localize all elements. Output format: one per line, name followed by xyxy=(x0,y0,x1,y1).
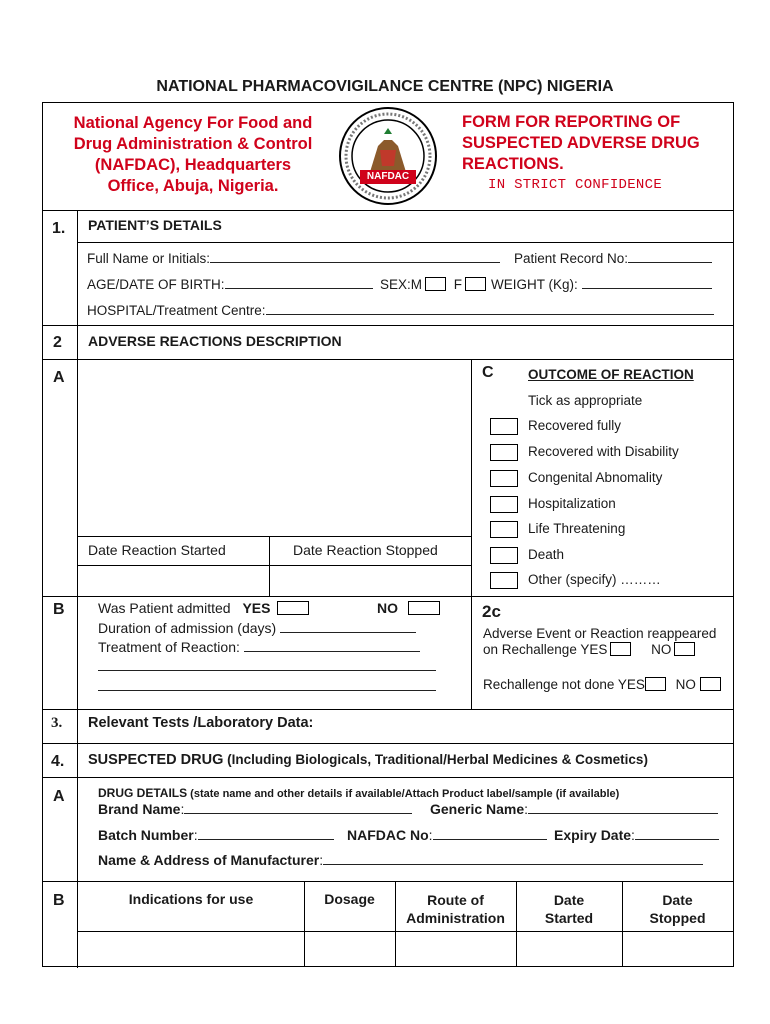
drug-details-heading xyxy=(98,786,619,800)
generic-name-label: Generic Name xyxy=(430,801,525,817)
generic-name-field[interactable]: Generic Name: xyxy=(430,801,718,817)
manufacturer-label: Name & Address of Manufacturer xyxy=(98,852,320,868)
tick-instruction: Tick as appropriate xyxy=(528,393,643,408)
section-2-number: 2 xyxy=(53,334,62,351)
hospital-line[interactable] xyxy=(266,304,714,315)
not-done-no-label: NO xyxy=(675,677,696,692)
section-1-title: PATIENT’S DETAILS xyxy=(88,217,222,233)
divider xyxy=(42,881,734,882)
sex-field xyxy=(380,277,486,292)
section-2a-label: A xyxy=(53,369,65,386)
hospitalization-checkbox[interactable] xyxy=(490,496,518,513)
divider xyxy=(42,709,734,710)
brand-name-field[interactable]: Brand Name: xyxy=(98,801,412,817)
date-stopped-label: Date Reaction Stopped xyxy=(293,542,438,558)
rechallenge-yes-checkbox[interactable] xyxy=(610,642,631,656)
age-field[interactable] xyxy=(87,277,373,292)
nafdac-logo xyxy=(338,106,438,206)
expiry-date-line[interactable] xyxy=(635,829,719,840)
divider xyxy=(42,210,734,211)
recovered-fully-checkbox[interactable] xyxy=(490,418,518,435)
admitted-label: Was Patient admitted xyxy=(98,600,231,616)
sex-f-checkbox[interactable] xyxy=(465,277,486,291)
section-2c-label: 2c xyxy=(482,602,501,621)
not-done-yes-label: Rechallenge not done YES xyxy=(483,677,645,692)
batch-number-line[interactable] xyxy=(198,829,334,840)
frame-bottom xyxy=(42,966,734,967)
column-header-dosage: Dosage xyxy=(324,891,375,907)
frame-left xyxy=(42,102,43,966)
drug-details-label: DRUG DETAILS xyxy=(98,786,188,800)
age-label: AGE/DATE OF BIRTH: xyxy=(87,277,225,292)
agency-name xyxy=(48,113,338,197)
column-header-route: Route of Administration xyxy=(406,892,505,926)
expiry-date-label: Expiry Date xyxy=(554,827,632,843)
manufacturer-field[interactable]: Name & Address of Manufacturer: xyxy=(98,852,703,868)
date-started-cell[interactable] xyxy=(517,932,622,965)
full-name-line[interactable] xyxy=(210,252,500,263)
form-title-line-3: REACTIONS. xyxy=(462,155,564,173)
rechallenge-no-label: NO xyxy=(651,642,672,657)
divider xyxy=(42,325,734,326)
not-done-yes-checkbox[interactable] xyxy=(645,677,666,691)
outcome-label: Recovered fully xyxy=(528,418,622,433)
manufacturer-line[interactable] xyxy=(323,854,703,865)
form-title xyxy=(462,112,700,175)
agency-line-3: (NAFDAC), Headquarters xyxy=(94,156,292,174)
date-started-label: Date Reaction Started xyxy=(88,542,226,558)
duration-line[interactable] xyxy=(280,622,416,633)
treatment-line-2[interactable] xyxy=(98,670,436,671)
frame-right xyxy=(733,102,734,966)
divider xyxy=(471,596,734,597)
section-4-number: 4. xyxy=(51,753,65,770)
indications-cell[interactable] xyxy=(78,932,304,965)
section-4-title-suffix: (Including Biologicals, Traditional/Herbal Medicines & Cosmetics) xyxy=(223,752,648,767)
agency-line-1: National Agency For Food and xyxy=(73,114,313,132)
congenital-checkbox[interactable] xyxy=(490,470,518,487)
not-done-no-checkbox[interactable] xyxy=(700,677,721,691)
drug-details-note: (state name and other details if available/Attach Product label/sample (if available) xyxy=(187,788,620,800)
sex-m-checkbox[interactable] xyxy=(425,277,446,291)
section-4-title-main: SUSPECTED DRUG xyxy=(88,752,224,768)
outcome-label: Death xyxy=(528,547,565,562)
outcome-label: Congenital Abnomality xyxy=(528,470,663,485)
nafdac-no-field[interactable]: NAFDAC No: xyxy=(347,827,547,843)
rechallenge-no-checkbox[interactable] xyxy=(674,642,695,656)
record-no-line[interactable] xyxy=(628,252,712,263)
weight-field[interactable] xyxy=(491,277,712,292)
treatment-line-3[interactable] xyxy=(98,690,436,691)
column-header-indications: Indications for use xyxy=(128,891,254,907)
duration-label: Duration of admission (days) xyxy=(98,620,277,636)
form-title-line-2: SUSPECTED ADVERSE DRUG xyxy=(462,134,700,152)
brand-name-label: Brand Name xyxy=(98,801,181,817)
weight-line[interactable] xyxy=(582,278,712,289)
outcome-title: OUTCOME OF REACTION xyxy=(528,367,694,382)
section-3-title: Relevant Tests /Laboratory Data: xyxy=(88,715,314,731)
nafdac-no-label: NAFDAC No xyxy=(347,827,429,843)
divider xyxy=(42,743,734,744)
batch-number-label: Batch Number xyxy=(98,827,194,843)
age-line[interactable] xyxy=(225,278,373,289)
generic-name-line[interactable] xyxy=(528,803,718,814)
admitted-field xyxy=(98,600,309,616)
divider xyxy=(42,777,734,778)
section-4a-label: A xyxy=(53,788,65,805)
column-header-date-started: Date Started xyxy=(544,892,594,926)
full-name-label: Full Name or Initials: xyxy=(87,251,211,266)
admitted-yes-checkbox[interactable] xyxy=(277,601,309,615)
date-stopped-cell[interactable] xyxy=(623,932,733,965)
outcome-label: Recovered with Disability xyxy=(528,444,679,459)
sex-f-label: F xyxy=(453,277,463,292)
logo-label: NAFDAC xyxy=(360,170,416,184)
column-header-date-stopped: Date Stopped xyxy=(649,892,706,926)
divider xyxy=(77,242,734,243)
batch-number-field[interactable]: Batch Number: xyxy=(98,827,334,843)
death-checkbox[interactable] xyxy=(490,547,518,564)
admitted-no-checkbox[interactable] xyxy=(408,601,440,615)
admitted-no-label: NO xyxy=(377,600,398,616)
admitted-no-field xyxy=(377,600,440,616)
form-title-line-1: FORM FOR REPORTING OF xyxy=(462,113,681,131)
outcome-label: Life Threatening xyxy=(528,521,626,536)
dosage-cell[interactable] xyxy=(305,932,395,965)
section-1-number: 1. xyxy=(52,220,66,237)
recovered-disability-checkbox[interactable] xyxy=(490,444,518,461)
section-3-number: 3. xyxy=(51,715,63,731)
treatment-field[interactable] xyxy=(98,639,420,655)
confidential-note: IN STRICT CONFIDENCE xyxy=(488,177,663,193)
agency-line-2: Drug Administration & Control xyxy=(73,135,313,153)
record-no-field[interactable] xyxy=(514,251,712,266)
outcome-label: Hospitalization xyxy=(528,496,616,511)
sex-m-label: SEX:M xyxy=(380,277,423,292)
frame-top xyxy=(42,102,734,103)
section-4-title xyxy=(88,752,648,768)
nafdac-no-line[interactable] xyxy=(433,829,547,840)
weight-label: WEIGHT (Kg): xyxy=(491,277,582,292)
rechallenge-yes-label: on Rechallenge YES xyxy=(483,642,608,657)
column-divider-c xyxy=(471,359,472,709)
treatment-label: Treatment of Reaction: xyxy=(98,639,240,655)
rechallenge-label: Adverse Event or Reaction reappeared xyxy=(483,626,717,641)
section-4b-label: B xyxy=(53,892,65,909)
date-divider xyxy=(269,536,270,596)
other-checkbox[interactable] xyxy=(490,572,518,589)
rechallenge-field xyxy=(483,642,695,657)
admitted-yes-label: YES xyxy=(242,600,271,616)
not-done-field xyxy=(483,677,721,692)
record-no-label: Patient Record No: xyxy=(514,251,629,266)
expiry-date-field[interactable]: Expiry Date: xyxy=(554,827,719,843)
section-2b-label: B xyxy=(53,601,65,618)
life-threatening-checkbox[interactable] xyxy=(490,521,518,538)
hospital-label: HOSPITAL/Treatment Centre: xyxy=(87,303,266,318)
agency-line-4: Office, Abuja, Nigeria. xyxy=(107,177,279,195)
hospital-field[interactable] xyxy=(87,303,714,318)
route-cell[interactable] xyxy=(396,932,516,965)
full-name-field[interactable] xyxy=(87,251,500,266)
brand-name-line[interactable] xyxy=(184,803,412,814)
divider xyxy=(77,565,471,566)
divider xyxy=(77,536,471,537)
outcome-label: Other (specify) ……… xyxy=(528,572,661,587)
duration-field[interactable] xyxy=(98,620,416,636)
number-column-divider xyxy=(77,210,78,968)
treatment-line[interactable] xyxy=(244,641,420,652)
section-c-label: C xyxy=(482,364,494,381)
divider xyxy=(42,596,472,597)
reaction-description-area[interactable] xyxy=(78,360,470,536)
page-title: NATIONAL PHARMACOVIGILANCE CENTRE (NPC) NIGERIA xyxy=(156,78,614,95)
section-2-title: ADVERSE REACTIONS DESCRIPTION xyxy=(88,333,342,349)
